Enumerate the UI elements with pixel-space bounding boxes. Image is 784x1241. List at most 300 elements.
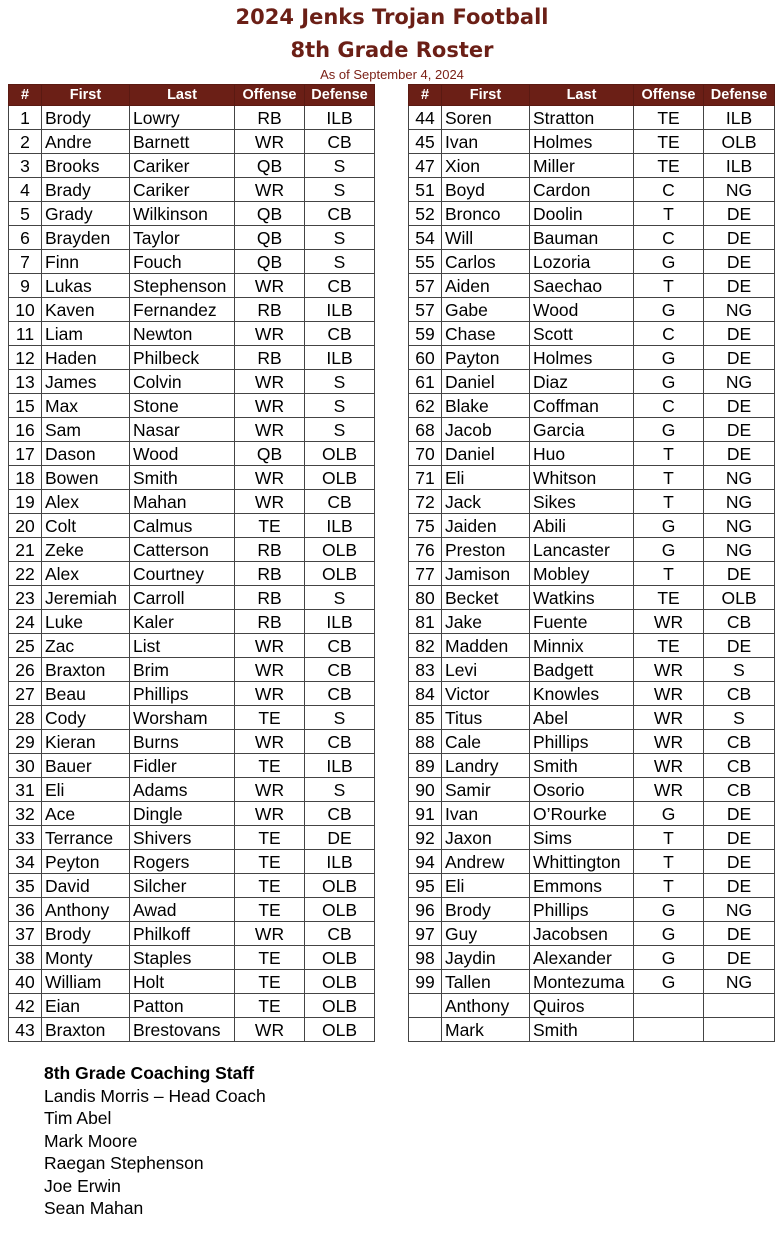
table-row [9,562,375,586]
player-defense: DE [704,826,775,850]
player-last-name: Garcia [530,418,634,442]
col-last-header: Last [130,85,235,106]
player-defense: OLB [305,466,375,490]
player-number: 1 [9,106,42,130]
page-title: 2024 Jenks Trojan Football [235,5,549,29]
table-row [9,418,375,442]
player-last-name: Wilkinson [130,202,235,226]
table-row [9,298,375,322]
player-defense: NG [704,898,775,922]
player-defense: DE [704,394,775,418]
player-offense: RB [235,298,305,322]
player-defense: DE [704,226,775,250]
player-defense: S [305,250,375,274]
player-offense: WR [235,730,305,754]
player-last-name: Fouch [130,250,235,274]
player-number: 57 [409,298,442,322]
player-first-name: Bauer [42,754,130,778]
player-defense: NG [704,538,775,562]
player-defense: OLB [704,130,775,154]
player-last-name: Knowles [530,682,634,706]
player-offense: T [634,826,704,850]
player-number: 84 [409,682,442,706]
player-last-name: Whittington [530,850,634,874]
player-defense: NG [704,490,775,514]
player-number: 35 [9,874,42,898]
player-last-name: Fernandez [130,298,235,322]
player-number: 59 [409,322,442,346]
player-last-name: Shivers [130,826,235,850]
player-number: 11 [9,322,42,346]
col-defense-header: Defense [704,85,775,106]
player-last-name: Stone [130,394,235,418]
player-first-name: Levi [442,658,530,682]
player-defense: NG [704,298,775,322]
player-number: 2 [9,130,42,154]
player-last-name: Watkins [530,586,634,610]
player-defense: CB [305,802,375,826]
player-number: 51 [409,178,442,202]
player-number: 71 [409,466,442,490]
table-header-row [9,85,375,106]
player-first-name: Max [42,394,130,418]
player-last-name: Fuente [530,610,634,634]
player-number: 62 [409,394,442,418]
table-row [409,562,775,586]
player-number: 17 [9,442,42,466]
player-offense: WR [235,418,305,442]
player-last-name: Dingle [130,802,235,826]
player-last-name: Colvin [130,370,235,394]
table-row [409,826,775,850]
player-offense: G [634,298,704,322]
player-first-name: Brody [442,898,530,922]
player-number: 38 [9,946,42,970]
table-row [409,850,775,874]
player-number: 19 [9,490,42,514]
player-offense: T [634,562,704,586]
player-number: 15 [9,394,42,418]
player-offense: G [634,250,704,274]
player-number: 97 [409,922,442,946]
player-last-name: Holmes [530,130,634,154]
table-row [9,514,375,538]
table-row [9,730,375,754]
page-subtitle: 8th Grade Roster [290,38,494,62]
player-first-name: Sam [42,418,130,442]
player-last-name: Miller [530,154,634,178]
player-offense: QB [235,202,305,226]
table-row [409,658,775,682]
player-last-name: Staples [130,946,235,970]
player-offense: G [634,346,704,370]
player-first-name: Chase [442,322,530,346]
player-offense: WR [634,658,704,682]
player-offense: WR [235,802,305,826]
player-last-name: Lozoria [530,250,634,274]
player-first-name: Eli [42,778,130,802]
player-first-name: Luke [42,610,130,634]
table-row [9,922,375,946]
player-defense: CB [305,322,375,346]
player-last-name: Lowry [130,106,235,130]
player-last-name: Lancaster [530,538,634,562]
player-defense: S [305,154,375,178]
player-defense: CB [305,922,375,946]
player-first-name: Andrew [442,850,530,874]
player-first-name: Madden [442,634,530,658]
player-offense: WR [235,274,305,298]
col-offense-header: Offense [235,85,305,106]
player-defense: OLB [305,562,375,586]
player-offense: QB [235,250,305,274]
player-first-name: Jeremiah [42,586,130,610]
player-offense: TE [235,826,305,850]
player-number: 89 [409,754,442,778]
player-first-name: Brody [42,922,130,946]
player-last-name: Coffman [530,394,634,418]
player-last-name: Philkoff [130,922,235,946]
player-offense: TE [235,970,305,994]
player-first-name: Landry [442,754,530,778]
player-offense: WR [634,706,704,730]
player-first-name: Soren [442,106,530,130]
player-offense: G [634,898,704,922]
player-first-name: Victor [442,682,530,706]
player-defense: ILB [704,154,775,178]
player-last-name: Phillips [130,682,235,706]
table-row [409,250,775,274]
player-defense [704,1018,775,1042]
player-first-name: Ace [42,802,130,826]
table-row [9,874,375,898]
table-row [409,346,775,370]
player-last-name: Alexander [530,946,634,970]
player-last-name: Awad [130,898,235,922]
player-last-name: Brim [130,658,235,682]
player-last-name: Brestovans [130,1018,235,1042]
player-defense: DE [704,922,775,946]
player-last-name: Philbeck [130,346,235,370]
player-defense: ILB [704,106,775,130]
player-defense: DE [704,250,775,274]
player-number: 95 [409,874,442,898]
player-number: 44 [409,106,442,130]
table-row [409,802,775,826]
table-row [9,946,375,970]
table-row [9,370,375,394]
player-last-name: Holmes [530,346,634,370]
player-last-name: Emmons [530,874,634,898]
player-last-name: Barnett [130,130,235,154]
player-offense: T [634,466,704,490]
player-last-name: Courtney [130,562,235,586]
player-first-name: Andre [42,130,130,154]
player-last-name: Phillips [530,898,634,922]
table-row [9,706,375,730]
player-last-name: Wood [530,298,634,322]
player-number [409,994,442,1018]
player-defense: DE [704,634,775,658]
table-row [409,226,775,250]
player-number: 70 [409,442,442,466]
player-first-name: Beau [42,682,130,706]
player-number: 83 [409,658,442,682]
player-number: 36 [9,898,42,922]
player-number [409,1018,442,1042]
player-defense: CB [704,754,775,778]
player-offense: T [634,850,704,874]
col-number-header: # [409,85,442,106]
player-offense [634,994,704,1018]
player-number: 82 [409,634,442,658]
player-offense: QB [235,442,305,466]
player-first-name: Boyd [442,178,530,202]
player-defense: NG [704,178,775,202]
table-row [9,754,375,778]
player-number: 12 [9,346,42,370]
table-row [409,514,775,538]
player-number: 80 [409,586,442,610]
player-defense: CB [305,202,375,226]
table-row [9,346,375,370]
player-offense: WR [235,178,305,202]
player-last-name: Doolin [530,202,634,226]
table-row [409,754,775,778]
table-row [9,154,375,178]
player-number: 10 [9,298,42,322]
table-row [9,778,375,802]
player-first-name: Titus [442,706,530,730]
player-first-name: Colt [42,514,130,538]
player-offense: WR [235,490,305,514]
table-row [9,826,375,850]
player-first-name: Ivan [442,802,530,826]
player-offense: T [634,442,704,466]
player-number: 90 [409,778,442,802]
player-first-name: Jake [442,610,530,634]
table-row [409,298,775,322]
player-offense: G [634,538,704,562]
player-offense: WR [235,658,305,682]
table-row [409,106,775,130]
player-defense: NG [704,514,775,538]
player-number: 42 [9,994,42,1018]
player-first-name: Lukas [42,274,130,298]
player-defense: S [704,658,775,682]
player-defense: ILB [305,514,375,538]
player-last-name: Smith [530,754,634,778]
table-row [409,586,775,610]
player-offense: WR [235,466,305,490]
player-number: 96 [409,898,442,922]
player-last-name: Montezuma [530,970,634,994]
player-first-name: Peyton [42,850,130,874]
player-first-name: Mark [442,1018,530,1042]
player-last-name: Stratton [530,106,634,130]
player-defense: DE [704,874,775,898]
player-offense: WR [235,778,305,802]
table-row [409,946,775,970]
col-number-header: # [9,85,42,106]
player-defense: ILB [305,610,375,634]
player-first-name: Braxton [42,1018,130,1042]
table-row [9,274,375,298]
player-defense: DE [704,274,775,298]
player-offense: RB [235,346,305,370]
player-defense: CB [305,658,375,682]
player-offense: WR [235,682,305,706]
player-first-name: Braxton [42,658,130,682]
table-row [409,202,775,226]
player-defense: DE [704,418,775,442]
player-offense: TE [235,898,305,922]
coaching-staff-heading: 8th Grade Coaching Staff [44,1063,255,1083]
player-first-name: Payton [442,346,530,370]
table-row [409,274,775,298]
player-number: 30 [9,754,42,778]
player-defense: S [704,706,775,730]
player-last-name: Worsham [130,706,235,730]
player-last-name: Silcher [130,874,235,898]
player-defense: OLB [305,898,375,922]
player-first-name: Dason [42,442,130,466]
coach-name: Mark Moore [44,1130,138,1151]
player-first-name: William [42,970,130,994]
table-row [9,178,375,202]
table-row [9,610,375,634]
player-number: 9 [9,274,42,298]
player-number: 21 [9,538,42,562]
col-first-header: First [42,85,130,106]
player-defense: DE [704,850,775,874]
player-number: 99 [409,970,442,994]
player-last-name: Fidler [130,754,235,778]
player-last-name: Wood [130,442,235,466]
player-last-name: Sims [530,826,634,850]
player-offense: RB [235,538,305,562]
player-offense: TE [634,154,704,178]
player-defense: CB [305,130,375,154]
table-row [9,1018,375,1042]
player-defense: S [305,418,375,442]
table-row [409,130,775,154]
table-row [409,634,775,658]
player-offense: T [634,202,704,226]
player-last-name: Diaz [530,370,634,394]
player-offense: TE [235,754,305,778]
player-defense: CB [305,730,375,754]
player-offense [634,1018,704,1042]
player-first-name: Alex [42,562,130,586]
player-last-name: Patton [130,994,235,1018]
player-first-name: Jacob [442,418,530,442]
player-number: 18 [9,466,42,490]
table-row [409,922,775,946]
player-first-name: Zeke [42,538,130,562]
player-offense: TE [235,706,305,730]
player-first-name: Gabe [442,298,530,322]
player-number: 20 [9,514,42,538]
player-defense: DE [704,322,775,346]
player-number: 3 [9,154,42,178]
player-first-name: Carlos [442,250,530,274]
player-offense: C [634,226,704,250]
player-number: 72 [409,490,442,514]
player-number: 40 [9,970,42,994]
player-number: 16 [9,418,42,442]
table-row [9,658,375,682]
coach-name: Landis Morris – Head Coach [44,1085,266,1106]
player-offense: TE [235,850,305,874]
player-last-name: Badgett [530,658,634,682]
player-offense: WR [634,682,704,706]
player-last-name: Abel [530,706,634,730]
player-last-name: Calmus [130,514,235,538]
player-first-name: Jaydin [442,946,530,970]
player-last-name: Jacobsen [530,922,634,946]
player-offense: G [634,802,704,826]
player-last-name: Smith [130,466,235,490]
player-first-name: Brayden [42,226,130,250]
player-offense: TE [634,634,704,658]
table-row [9,682,375,706]
player-offense: WR [235,370,305,394]
player-last-name: Newton [130,322,235,346]
player-last-name: Kaler [130,610,235,634]
player-number: 85 [409,706,442,730]
player-offense: WR [235,322,305,346]
player-offense: G [634,514,704,538]
player-first-name: Terrance [42,826,130,850]
player-first-name: Kaven [42,298,130,322]
player-offense: T [634,490,704,514]
player-number: 43 [9,1018,42,1042]
table-row [9,970,375,994]
player-defense: DE [305,826,375,850]
player-defense: S [305,394,375,418]
player-first-name: Eian [42,994,130,1018]
player-offense: C [634,178,704,202]
player-defense: OLB [305,442,375,466]
player-last-name: Bauman [530,226,634,250]
player-first-name: Guy [442,922,530,946]
table-row [9,586,375,610]
player-defense: ILB [305,106,375,130]
player-offense: RB [235,610,305,634]
table-row [409,394,775,418]
player-last-name: Abili [530,514,634,538]
player-defense [704,994,775,1018]
player-number: 61 [409,370,442,394]
player-number: 77 [409,562,442,586]
player-number: 5 [9,202,42,226]
player-defense: OLB [305,946,375,970]
player-defense: CB [305,490,375,514]
player-offense: C [634,322,704,346]
table-row [409,706,775,730]
table-row [409,466,775,490]
player-number: 47 [409,154,442,178]
player-number: 92 [409,826,442,850]
player-first-name: Daniel [442,442,530,466]
player-number: 88 [409,730,442,754]
player-defense: ILB [305,850,375,874]
table-row [409,490,775,514]
player-offense: WR [634,754,704,778]
player-defense: S [305,370,375,394]
player-first-name: Ivan [442,130,530,154]
